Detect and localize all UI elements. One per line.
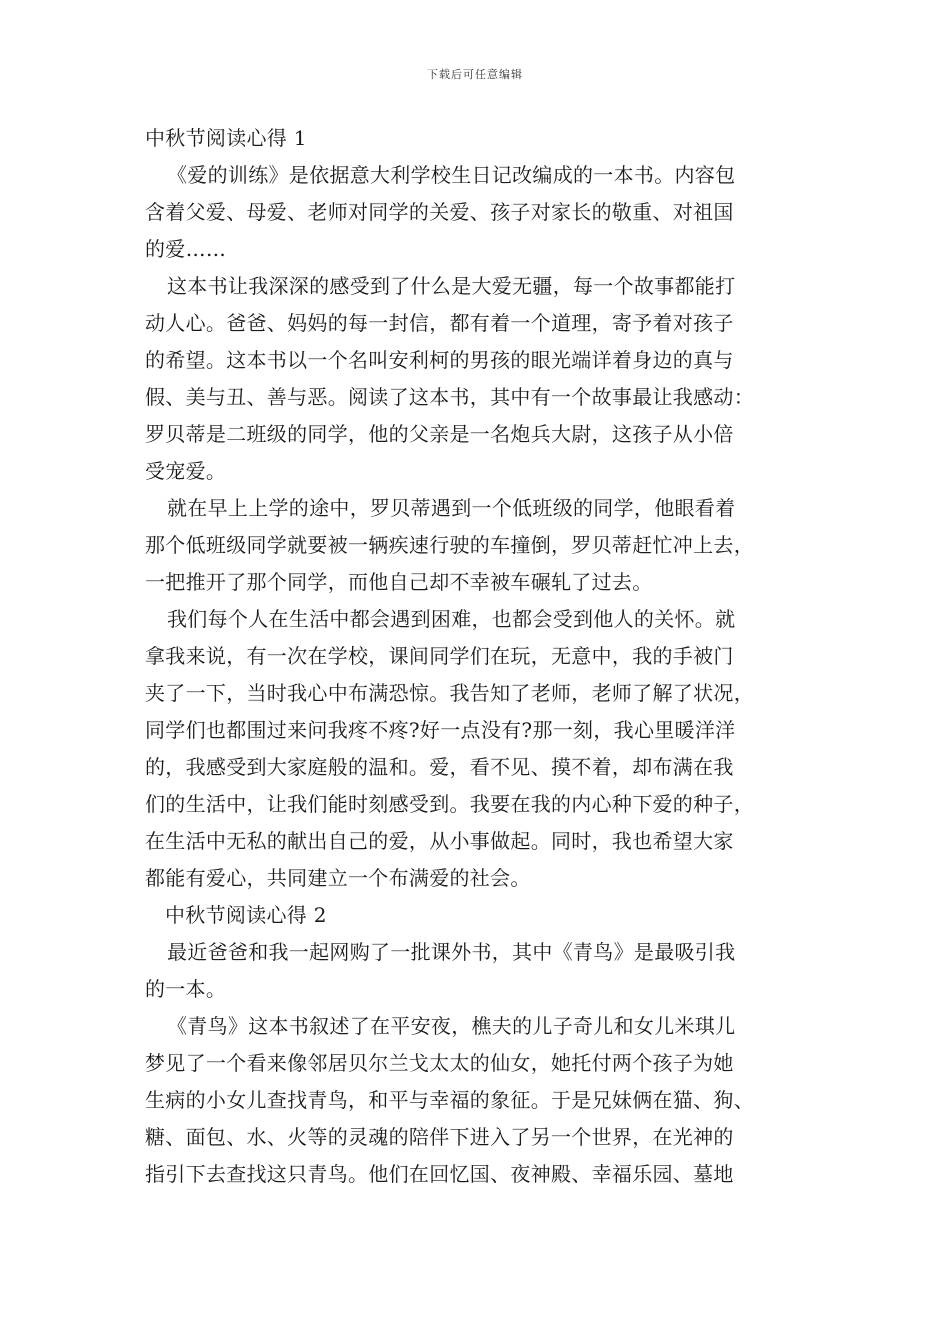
text-line: 指引下去查找这只青鸟。他们在回忆国、夜神殿、幸福乐园、墓地 xyxy=(145,1162,734,1186)
text-line: 这本书让我深深的感受到了什么是大爱无疆，每一个故事都能打 xyxy=(167,274,736,298)
text-line: 在生活中无私的献出自己的爱，从小事做起。同时，我也希望大家 xyxy=(145,829,734,853)
text-line: 我们每个人在生活中都会遇到困难，也都会受到他人的关怀。就 xyxy=(167,607,736,631)
text-line: 梦见了一个看来像邻居贝尔兰戈太太的仙女，她托付两个孩子为她 xyxy=(145,1051,734,1075)
text-line: 假、美与丑、善与恶。阅读了这本书，其中有一个故事最让我感动： xyxy=(145,385,754,409)
text-line: 一把推开了那个同学，而他自己却不幸被车碾轧了过去。 xyxy=(145,570,653,594)
text-line: 动人心。爸爸、妈妈的每一封信，都有着一个道理，寄予着对孩子 xyxy=(145,311,734,335)
text-line: 《青鸟》这本书叙述了在平安夜，樵夫的儿子奇儿和女儿米琪儿 xyxy=(167,1014,736,1038)
text-line: 拿我来说，有一次在学校，课间同学们在玩，无意中，我的手被门 xyxy=(145,644,734,668)
text-line: 的爱…… xyxy=(145,237,227,261)
text-line: 那个低班级同学就要被一辆疾速行驶的车撞倒，罗贝蒂赶忙冲上去， xyxy=(145,533,754,557)
text-line: 含着父爱、母爱、老师对同学的关爱、孩子对家长的敬重、对祖国 xyxy=(145,200,734,224)
text-line: 糖、面包、水、火等的灵魂的陪伴下进入了另一个世界，在光神的 xyxy=(145,1125,734,1149)
text-line: 罗贝蒂是二班级的同学，他的父亲是一名炮兵大尉，这孩子从小倍 xyxy=(145,422,734,446)
text-line: 受宠爱。 xyxy=(145,459,227,483)
text-line: 的，我感受到大家庭般的温和。爱，看不见、摸不着，却布满在我 xyxy=(145,755,734,779)
header-note: 下载后可任意编辑 xyxy=(427,68,523,81)
text-line: 同学们也都围过来问我疼不疼?好一点没有?那一刻，我心里暖洋洋 xyxy=(145,718,736,742)
text-line: 《爱的训练》是依据意大利学校生日记改编成的一本书。内容包 xyxy=(167,163,736,187)
text-line: 们的生活中，让我们能时刻感受到。我要在我的内心种下爱的种子， xyxy=(145,792,754,816)
text-line: 的希望。这本书以一个名叫安利柯的男孩的眼光端详着身边的真与 xyxy=(145,348,734,372)
text-line: 夹了一下，当时我心中布满恐惊。我告知了老师，老师了解了状况， xyxy=(145,681,754,705)
document-body xyxy=(145,120,810,1193)
text-line: 就在早上上学的途中，罗贝蒂遇到一个低班级的同学，他眼看着 xyxy=(167,496,736,520)
section-title: 中秋节阅读心得 1 xyxy=(145,126,307,150)
text-line: 都能有爱心，共同建立一个布满爱的社会。 xyxy=(145,866,531,890)
text-line: 生病的小女儿查找青鸟，和平与幸福的象征。于是兄妹俩在猫、狗、 xyxy=(145,1088,754,1112)
section-title: 中秋节阅读心得 2 xyxy=(165,903,327,927)
text-line: 最近爸爸和我一起网购了一批课外书，其中《青鸟》是最吸引我 xyxy=(167,940,736,964)
text-line: 的一本。 xyxy=(145,977,227,1001)
